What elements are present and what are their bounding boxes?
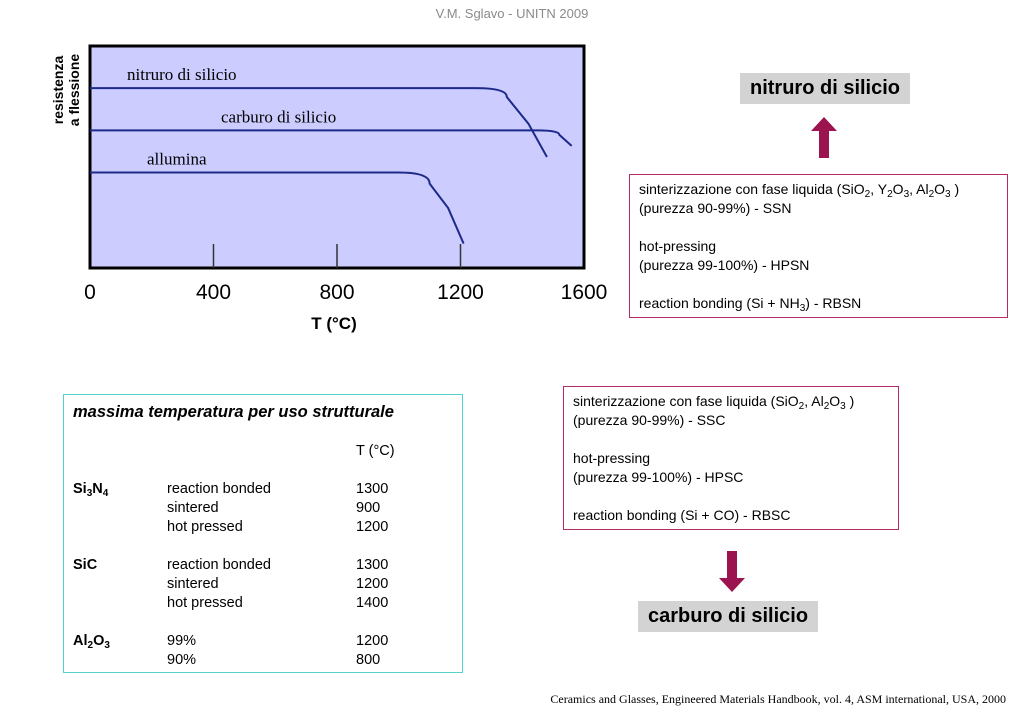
nitruro-info-line: reaction bonding $(Si + NH_3)$ - RBSN — [639, 295, 862, 314]
x-tick-label: 1600 — [560, 281, 608, 304]
info-box-nitruro — [629, 174, 1008, 318]
y-axis-label-line1: resistenza — [50, 55, 66, 125]
carburo-info-line: (purezza 90-99%) - SSC — [573, 412, 726, 428]
x-tick-label: 400 — [195, 281, 232, 304]
table-process: 99% — [167, 633, 197, 649]
spacer — [573, 430, 889, 449]
x-tick-label: 1200 — [437, 281, 484, 304]
curve-label: carburo di silicio — [221, 107, 337, 127]
table-temperature: 1300 — [356, 557, 389, 573]
table-material: $Si_3N_4$ — [73, 481, 109, 499]
nitruro-info-line: sinterizzazione con fase liquida (SiO$_2$, $Y_2O_3$, $Al_2O_3$ ) — [639, 181, 960, 200]
up-arrow-icon — [810, 117, 838, 159]
table-process: reaction bonded — [167, 481, 271, 497]
y-axis-label — [50, 48, 86, 132]
table-column-header: T (°C) — [356, 443, 395, 459]
spacer — [639, 275, 998, 294]
table-process: sintered — [167, 500, 219, 516]
curve-label: nitruro di silicio — [127, 65, 237, 85]
table-temperature: 1200 — [356, 519, 389, 535]
table-temperature: 1300 — [356, 481, 389, 497]
spacer — [573, 487, 889, 506]
carburo-info-line: (purezza 99-100%) - HPSC — [573, 469, 744, 485]
source-citation: Ceramics and Glasses, Engineered Materials Handbook, vol. 4, ASM international, USA, 2000 — [550, 692, 1006, 706]
carburo-info-line: reaction bonding (Si + CO) - RBSC — [573, 507, 791, 523]
table-temperature: 1200 — [356, 576, 389, 592]
nitruro-info-line: hot-pressing — [639, 238, 717, 254]
table-material: $Al_2O_3$ — [73, 633, 110, 651]
x-tick-label: 0 — [84, 281, 96, 304]
table-material: SiC — [73, 557, 98, 573]
table-process: sintered — [167, 576, 219, 592]
header-credit: V.M. Sglavo - UNITN 2009 — [435, 6, 589, 21]
y-axis-label-line2: a flessione — [66, 53, 82, 127]
title-nitruro: nitruro di silicio — [740, 73, 910, 104]
carburo-info-line: sinterizzazione con fase liquida (SiO$_2$, $Al_2O_3$ ) — [573, 393, 855, 412]
nitruro-info-line: (purezza 90-99%) - SSN — [639, 200, 792, 216]
curve-label: allumina — [147, 149, 207, 169]
spacer — [639, 218, 998, 237]
table-process: hot pressed — [167, 595, 243, 611]
table-process: reaction bonded — [167, 557, 271, 573]
x-tick-label: 800 — [319, 281, 355, 304]
table-temperature: 900 — [356, 500, 381, 516]
table-temperature: 1200 — [356, 633, 389, 649]
x-axis-label: T (°C) — [311, 314, 357, 333]
table-temperature: 1400 — [356, 595, 389, 611]
nitruro-info-line: (purezza 99-100%) - HPSN — [639, 257, 810, 273]
info-box-carburo — [563, 386, 899, 530]
carburo-info-line: hot-pressing — [573, 450, 651, 466]
table-process: hot pressed — [167, 519, 243, 535]
table-temperature: 800 — [356, 652, 381, 668]
max-temperature-table — [63, 394, 463, 673]
table-title: massima temperatura per uso strutturale — [73, 403, 394, 421]
table-process: 90% — [167, 652, 197, 668]
title-carburo: carburo di silicio — [638, 601, 818, 632]
down-arrow-icon — [718, 551, 746, 593]
